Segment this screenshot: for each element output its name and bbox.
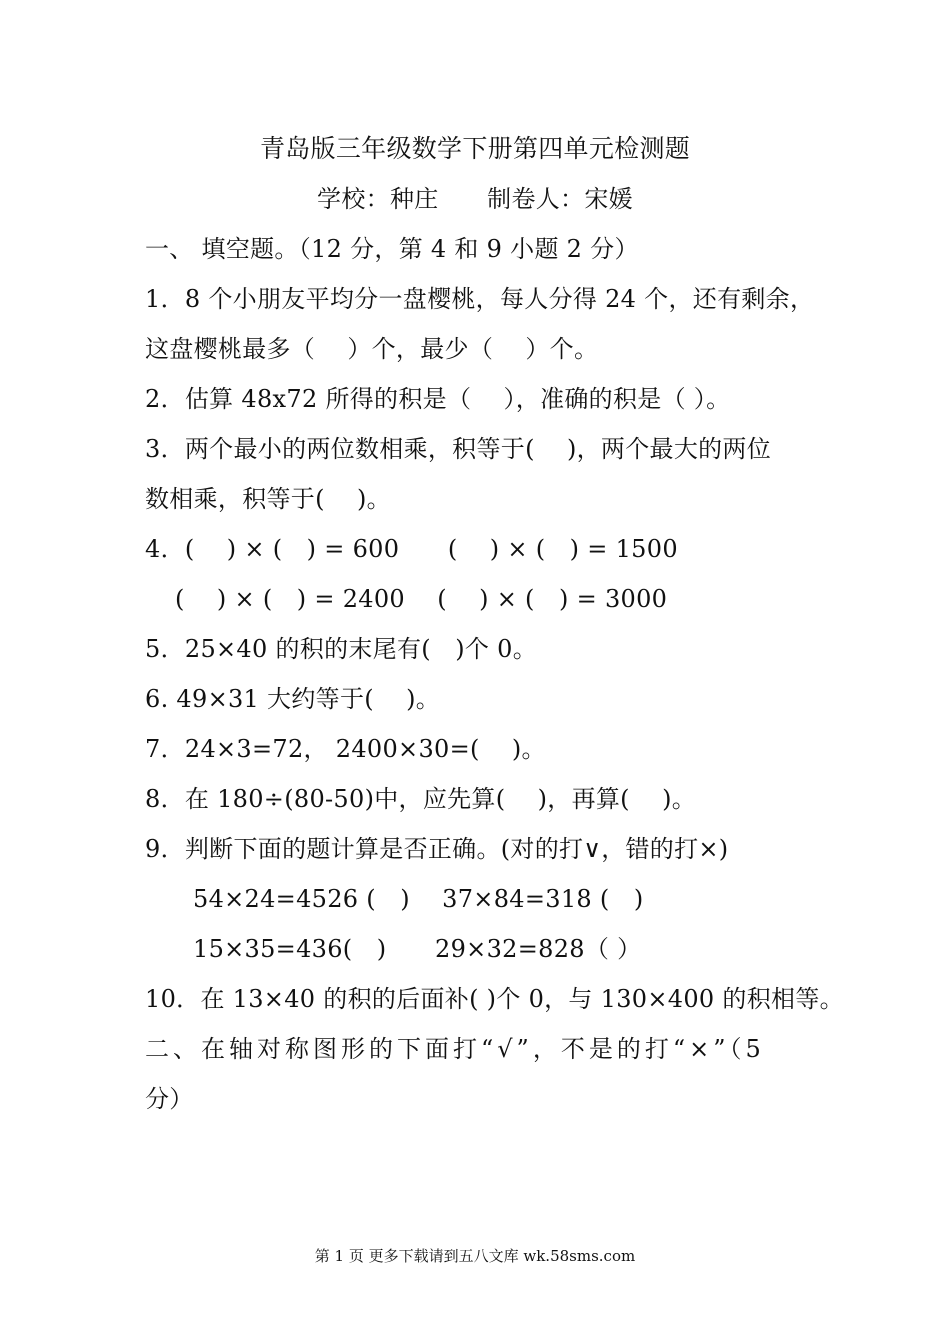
question-9-item-row-2: 15×35=436( ) 29×32=828（ ）	[193, 935, 642, 963]
document-title: 青岛版三年级数学下册第四单元检测题	[259, 134, 691, 163]
question-7: 7．24×3=72， 2400×30=( )。	[145, 735, 546, 763]
question-1-line-1: 1．8 个小朋友平均分一盘樱桃，每人分得 24 个，还有剩余，	[145, 285, 815, 313]
question-3-line-2: 数相乘，积等于( )。	[145, 485, 391, 513]
question-4-line-2: ( ) × ( ) = 2400 ( ) × ( ) = 3000	[175, 585, 668, 613]
question-6: 6. 49×31 大约等于( )。	[145, 685, 441, 713]
section-heading-fill-blanks: 一、 填空题。（12 分，第 4 和 9 小题 2 分）	[145, 235, 639, 263]
section-heading-symmetry-line-1: 二、在轴对称图形的下面打“√”，不是的打“×”（5	[145, 1035, 765, 1063]
document-subtitle: 学校：种庄 制卷人：宋媛	[317, 185, 633, 213]
question-8: 8．在 180÷(80-50)中，应先算( )，再算( )。	[145, 785, 697, 813]
question-10: 10．在 13×40 的积的后面补( )个 0，与 130×400 的积相等。	[145, 985, 844, 1013]
page-footer: 第 1 页 更多下载请到五八文库 wk.58sms.com	[314, 1247, 636, 1265]
question-5: 5．25×40 的积的末尾有( )个 0。	[145, 635, 538, 663]
question-3-line-1: 3．两个最小的两位数相乘，积等于( )，两个最大的两位	[145, 435, 772, 463]
question-9-item-row-1: 54×24=4526 ( ) 37×84=318 ( )	[193, 885, 644, 913]
question-9: 9．判断下面的题计算是否正确。(对的打∨，错的打×)	[145, 835, 729, 863]
question-1-line-2: 这盘樱桃最多（ ）个，最少（ ）个。	[145, 335, 599, 363]
question-4-line-1: 4．( ) × ( ) = 600 ( ) × ( ) = 1500	[145, 535, 678, 563]
question-2: 2．估算 48x72 所得的积是（ ），准确的积是（ ）。	[145, 385, 731, 413]
section-heading-symmetry-line-2: 分）	[145, 1085, 194, 1113]
